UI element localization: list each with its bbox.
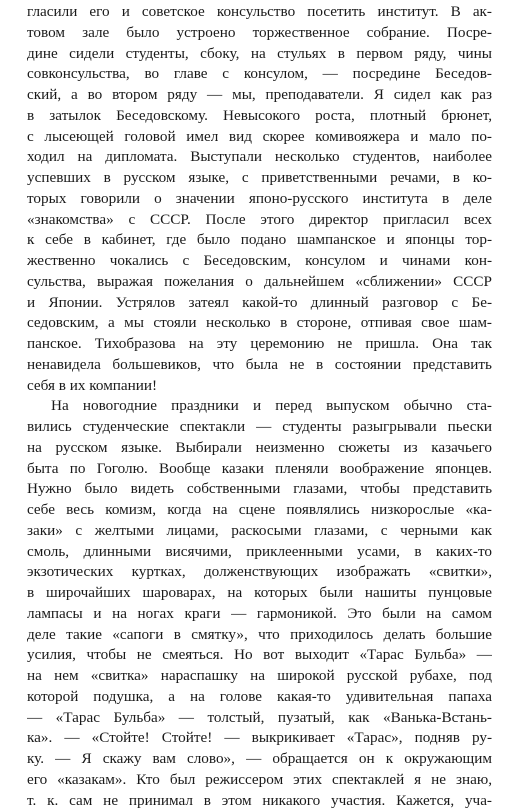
paragraph-1 [27, 2, 492, 396]
text-line: ку. — Я скажу вам слово», — обращается он к окружающим [27, 749, 492, 770]
text-line: к себе в кабинет, где было подано шампанское и японцы тор- [27, 230, 492, 251]
text-line: заки» с желтыми лицами, раскосыми глазами, с черными как [27, 521, 492, 542]
text-line: «знакомства» с СССР. После этого директор пригласил всех [27, 210, 492, 231]
text-line: сульства, выражая пожелания о дальнейшем «сближении» СССР [27, 272, 492, 293]
text-line: которой подушка, а на голове какая-то удивительная папаха [27, 687, 492, 708]
text-line: и Японии. Устрялов затеял какой-то длинный разговор с Бе- [27, 293, 492, 314]
text-line: седовским, а мы стояли несколько в стороне, отпивая свое шам- [27, 313, 492, 334]
text-line: ненавидела большевиков, что была не в состоянии представить [27, 355, 492, 376]
text-line: быта по Гоголю. Вообще казаки пленяли воображение японцев. [27, 459, 492, 480]
text-line: на нем «свитка» нараспашку на широкой русской рубахе, под [27, 666, 492, 687]
text-line: успевших в русском языке, с приветственными речами, в ко- [27, 168, 492, 189]
text-line: гласили его и советское консульство посетить институт. В ак- [27, 2, 492, 23]
text-line: с лысеющей головой имел вид скорее комивояжера и мало по- [27, 127, 492, 148]
text-line: На новогодние праздники и перед выпуском обычно ста- [27, 396, 492, 417]
text-line: вились студенческие спектакли — студенты разыгрывали пьески [27, 417, 492, 438]
text-line: в широчайших шароварах, на которых были нашиты пунцовые [27, 583, 492, 604]
text-line: в затылок Беседовскому. Невысокого роста, плотный брюнет, [27, 106, 492, 127]
document-page [27, 2, 492, 811]
text-line: Нужно было видеть собственными глазами, чтобы представить [27, 479, 492, 500]
text-line: торых говорили о значении японо-русского института в деле [27, 189, 492, 210]
text-line: на русском языке. Выбирали неизменно сюжеты из казачьего [27, 438, 492, 459]
text-line: экзотических куртках, долженствующих изображать «свитки», [27, 562, 492, 583]
text-line: дине сидели студенты, сбоку, на стульях в первом ряду, чины [27, 44, 492, 65]
text-line: смоль, длинными висячими, приклеенными усами, в каких-то [27, 542, 492, 563]
text-line: жественно чокались с Беседовским, консулом и чинами кон- [27, 251, 492, 272]
text-line: деле такие «сапоги в смятку», что приходилось делать большие [27, 625, 492, 646]
text-line: панское. Тихобразова на эту церемонию не пришла. Она так [27, 334, 492, 355]
text-line: — «Тарас Бульба» — толстый, пузатый, как «Ванька-Встань- [27, 708, 492, 729]
text-line: усилия, чтобы не смеяться. Но вот выходит «Тарас Бульба» — [27, 645, 492, 666]
text-line: ходил на дипломата. Выступали несколько студентов, наиболее [27, 147, 492, 168]
text-line: совконсульства, во главе с консулом, — посредине Беседов- [27, 64, 492, 85]
text-line: себя в их компании! [27, 376, 492, 397]
text-line: лампасы и на ногах краги — гармоникой. Это были на самом [27, 604, 492, 625]
text-line: т. к. сам не принимал в этом никакого участия. Кажется, уча- [27, 791, 492, 811]
paragraph-2 [27, 396, 492, 811]
text-line: товом зале было устроено торжественное собрание. Посре- [27, 23, 492, 44]
text-line: себе весь комизм, когда на сцене появлялись низкорослые «ка- [27, 500, 492, 521]
text-line: ка». — «Стойте! Стойте! — выкрикивает «Тарас», подняв ру- [27, 728, 492, 749]
text-line: ский, а во втором ряду — мы, преподаватели. Я сидел как раз [27, 85, 492, 106]
text-line: его «казакам». Кто был режиссером этих спектаклей я не знаю, [27, 770, 492, 791]
